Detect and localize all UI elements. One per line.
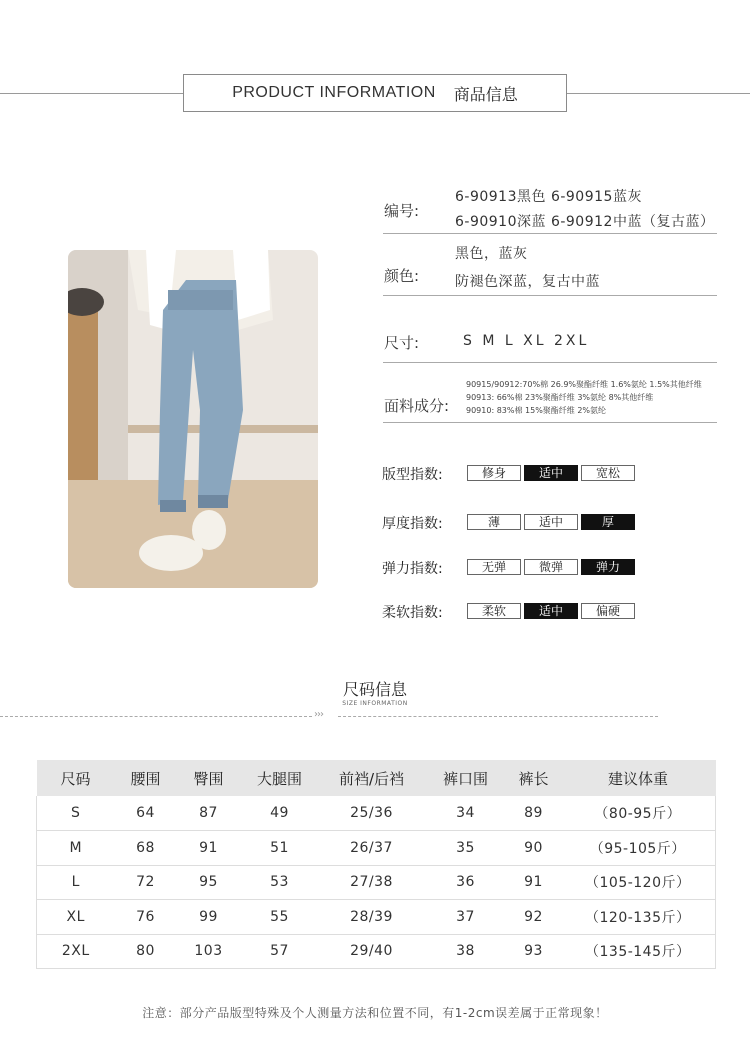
fit-option-regular: 适中 bbox=[524, 465, 578, 481]
header-title-en: PRODUCT INFORMATION bbox=[232, 84, 436, 101]
cell: 49 bbox=[241, 796, 319, 831]
cell: 91 bbox=[507, 865, 561, 900]
cell: （120-135斤） bbox=[561, 900, 716, 935]
softness-index-label: 柔软指数: bbox=[382, 605, 443, 621]
code-label: 编号: bbox=[384, 202, 420, 220]
product-photo bbox=[68, 250, 318, 588]
table-row bbox=[37, 900, 716, 935]
header-rule-left bbox=[0, 93, 183, 94]
cell: 89 bbox=[507, 796, 561, 831]
divider bbox=[383, 362, 717, 363]
fit-option-loose: 宽松 bbox=[581, 465, 635, 481]
divider bbox=[383, 295, 717, 296]
cell: L bbox=[37, 865, 115, 900]
cell: 29/40 bbox=[319, 934, 425, 969]
stretch-option-stretch: 弹力 bbox=[581, 559, 635, 575]
cell: 2XL bbox=[37, 934, 115, 969]
footnote: 注意：部分产品版型特殊及个人测量方法和位置不同，有1-2cm误差属于正常现象！ bbox=[142, 1006, 608, 1020]
cell: 93 bbox=[507, 934, 561, 969]
cell: 28/39 bbox=[319, 900, 425, 935]
cell: 64 bbox=[115, 796, 177, 831]
color-line-1: 黑色，蓝灰 bbox=[455, 246, 528, 262]
color-line-2: 防褪色深蓝，复古中蓝 bbox=[455, 274, 600, 290]
product-info-header bbox=[183, 74, 567, 112]
col-size: 尺码 bbox=[37, 760, 115, 796]
cell: 37 bbox=[425, 900, 507, 935]
code-line-2: 6-90910深蓝 6-90912中蓝（复古蓝） bbox=[455, 214, 715, 230]
table-row bbox=[37, 934, 716, 969]
cell: 26/37 bbox=[319, 831, 425, 866]
table-header-row bbox=[37, 760, 716, 796]
cell: 90 bbox=[507, 831, 561, 866]
cell: 99 bbox=[177, 900, 241, 935]
size-label: 尺寸: bbox=[384, 334, 420, 352]
cell: 35 bbox=[425, 831, 507, 866]
cell: （105-120斤） bbox=[561, 865, 716, 900]
fabric-line-3: 90910: 83%棉 15%聚酯纤维 2%氨纶 bbox=[466, 406, 607, 415]
fabric-line-2: 90913: 66%棉 23%聚酯纤维 3%氨纶 8%其他纤维 bbox=[466, 393, 654, 402]
thickness-option-thin: 薄 bbox=[467, 514, 521, 530]
cell: （135-145斤） bbox=[561, 934, 716, 969]
cell: 103 bbox=[177, 934, 241, 969]
dashed-rule-left bbox=[0, 716, 312, 717]
cell: 57 bbox=[241, 934, 319, 969]
table-row bbox=[37, 831, 716, 866]
softness-option-stiff: 偏硬 bbox=[581, 603, 635, 619]
stretch-option-none: 无弹 bbox=[467, 559, 521, 575]
divider bbox=[383, 422, 717, 423]
cell: 38 bbox=[425, 934, 507, 969]
cell: 72 bbox=[115, 865, 177, 900]
col-rise: 前裆/后裆 bbox=[319, 760, 425, 796]
header-title-cn: 商品信息 bbox=[453, 84, 518, 104]
code-line-1: 6-90913黑色 6-90915蓝灰 bbox=[455, 189, 642, 205]
cell: 53 bbox=[241, 865, 319, 900]
softness-option-medium: 适中 bbox=[524, 603, 578, 619]
cell: 68 bbox=[115, 831, 177, 866]
cell: （95-105斤） bbox=[561, 831, 716, 866]
size-section-title: 尺码信息 bbox=[342, 680, 407, 699]
stretch-option-slight: 微弹 bbox=[524, 559, 578, 575]
col-hip: 臀围 bbox=[177, 760, 241, 796]
thickness-index-label: 厚度指数: bbox=[382, 516, 443, 532]
cell: 34 bbox=[425, 796, 507, 831]
fabric-label: 面料成分: bbox=[384, 397, 450, 415]
cell: 92 bbox=[507, 900, 561, 935]
color-label: 颜色: bbox=[384, 267, 420, 285]
cell: 80 bbox=[115, 934, 177, 969]
cell: 36 bbox=[425, 865, 507, 900]
cell: 55 bbox=[241, 900, 319, 935]
header-rule-right bbox=[567, 93, 750, 94]
divider bbox=[383, 233, 717, 234]
cell: M bbox=[37, 831, 115, 866]
col-length: 裤长 bbox=[507, 760, 561, 796]
softness-option-soft: 柔软 bbox=[467, 603, 521, 619]
chevrons-icon: ››› bbox=[314, 709, 323, 720]
size-value: S M L XL 2XL bbox=[463, 333, 590, 349]
fit-option-slim: 修身 bbox=[467, 465, 521, 481]
thickness-option-thick: 厚 bbox=[581, 514, 635, 530]
dashed-rule-right bbox=[338, 716, 658, 717]
col-leg-opening: 裤口围 bbox=[425, 760, 507, 796]
fabric-line-1: 90915/90912:70%棉 26.9%聚酯纤维 1.6%氨纶 1.5%其他纤维 bbox=[466, 380, 702, 389]
cell: 76 bbox=[115, 900, 177, 935]
cell: S bbox=[37, 796, 115, 831]
cell: （80-95斤） bbox=[561, 796, 716, 831]
col-waist: 腰围 bbox=[115, 760, 177, 796]
thickness-option-medium: 适中 bbox=[524, 514, 578, 530]
cell: XL bbox=[37, 900, 115, 935]
fit-index-label: 版型指数: bbox=[382, 467, 443, 483]
size-table bbox=[36, 760, 716, 969]
cell: 27/38 bbox=[319, 865, 425, 900]
col-weight: 建议体重 bbox=[561, 760, 716, 796]
cell: 91 bbox=[177, 831, 241, 866]
cell: 87 bbox=[177, 796, 241, 831]
cell: 51 bbox=[241, 831, 319, 866]
stretch-index-label: 弹力指数: bbox=[382, 561, 443, 577]
size-section-subtitle: SIZE INFORMATION bbox=[342, 700, 408, 707]
table-row bbox=[37, 796, 716, 831]
table-row bbox=[37, 865, 716, 900]
col-thigh: 大腿围 bbox=[241, 760, 319, 796]
cell: 25/36 bbox=[319, 796, 425, 831]
cell: 95 bbox=[177, 865, 241, 900]
